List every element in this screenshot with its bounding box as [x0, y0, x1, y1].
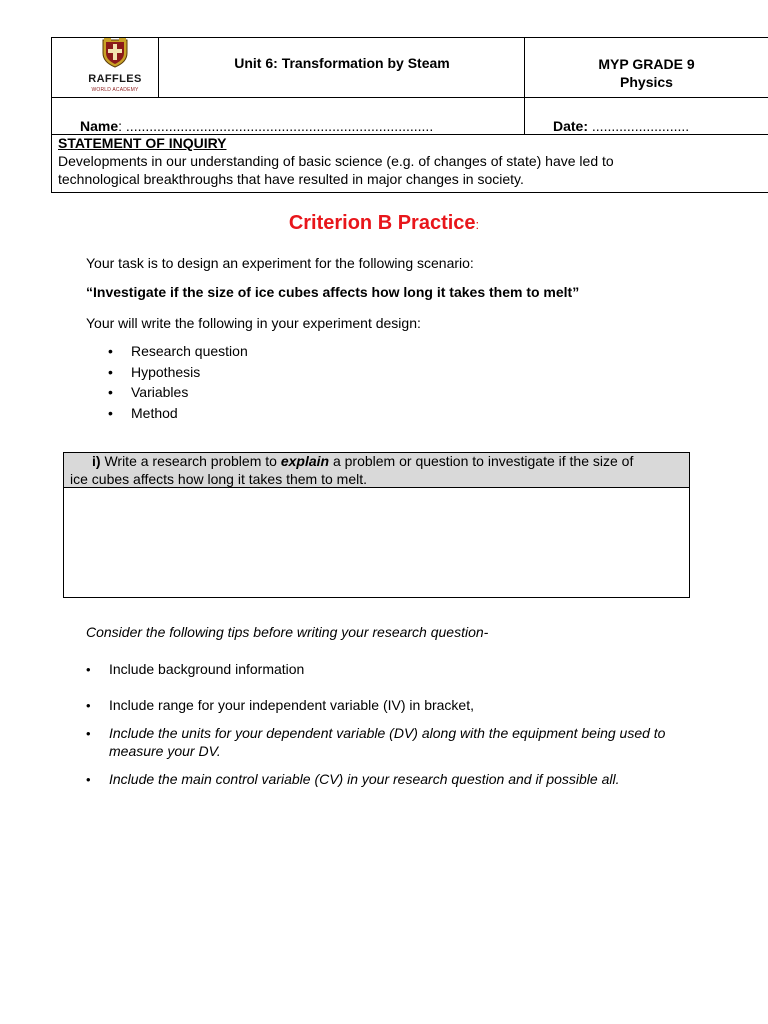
subject-label: Physics	[620, 74, 673, 90]
inquiry-line: technological breakthroughs that have resulted in major changes in society.	[58, 171, 524, 187]
page-title	[0, 212, 768, 235]
question-prompt	[70, 453, 685, 488]
logo-wordmark: RAFFLES	[88, 73, 142, 85]
bullet-icon: •	[86, 726, 91, 741]
question-text: a problem or question to investigate if the size of	[329, 453, 634, 469]
tip-text: Include the main control variable (CV) in your research question and if possible all.	[109, 771, 620, 787]
date-label: Date:	[553, 118, 589, 134]
question-text: Write a research problem to	[100, 453, 281, 469]
header-divider	[51, 97, 768, 98]
inquiry-text	[58, 152, 758, 188]
tips-intro: Consider the following tips before writing your research question-	[86, 624, 489, 640]
bullet-icon: •	[86, 772, 91, 787]
name-field[interactable]	[80, 118, 433, 134]
school-crest-icon	[102, 38, 128, 68]
inquiry-title: STATEMENT OF INQUIRY	[58, 135, 227, 151]
task-write-intro: Your will write the following in your experiment design:	[86, 315, 421, 331]
answer-area[interactable]	[64, 489, 689, 597]
grade-label: MYP GRADE 9	[598, 56, 695, 72]
list-item: • Variables	[108, 382, 248, 403]
criterion-colon: :	[475, 217, 480, 232]
tip-text: Include background information	[109, 661, 305, 677]
question-text: ice cubes affects how long it takes them to melt.	[70, 470, 368, 487]
design-items-list	[108, 341, 248, 423]
name-blank: : ...............................................................................	[118, 118, 434, 134]
logo-subtitle: WORLD ACADEMY	[91, 87, 139, 93]
header-divider	[158, 37, 159, 98]
date-blank: .........................	[588, 118, 690, 134]
bullet-icon: •	[86, 662, 91, 677]
tip-text: Include the units for your dependent variable (DV) along with the equipment being used to measure your DV.	[109, 725, 666, 759]
list-item: • Hypothesis	[108, 362, 248, 383]
list-item: • Method	[108, 403, 248, 424]
question-number: i)	[92, 453, 101, 469]
inquiry-line: Developments in our understanding of basic science (e.g. of changes of state) have led to	[58, 153, 614, 169]
list-item: • Research question	[108, 341, 248, 362]
date-field[interactable]	[553, 118, 689, 134]
task-scenario: “Investigate if the size of ice cubes affects how long it takes them to melt”	[86, 284, 580, 300]
tip-text: Include range for your independent variable (IV) in bracket,	[109, 697, 474, 713]
task-intro: Your task is to design an experiment for the following scenario:	[86, 255, 474, 271]
criterion-title: Criterion B Practice	[288, 212, 476, 234]
question-emphasis: explain	[280, 453, 330, 469]
name-label: Name	[80, 118, 119, 134]
bullet-icon: •	[86, 698, 91, 713]
grade-subject	[525, 55, 768, 91]
unit-title: Unit 6: Transformation by Steam	[234, 55, 450, 71]
